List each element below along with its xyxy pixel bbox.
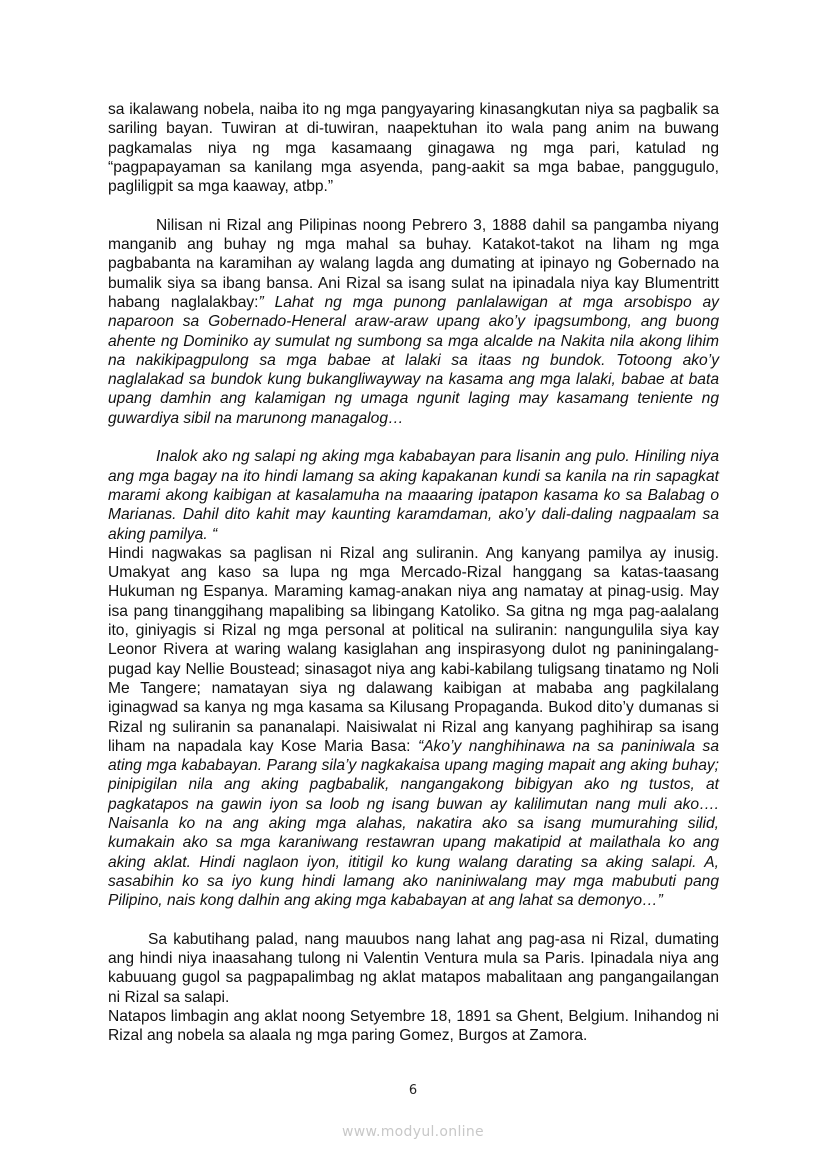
basa-letter-quote: “Ako’y nanghihinawa na sa paniniwala sa ating mga kababayan. Parang sila’y nagkakaisa upang maging mapait ang aking buhay; pinipigilan nila ang aking pagbabalik, nangangakong bibigyan ako ng tustos, at pagkatapos na gawin iyon sa loob ng isang buwan ay kalilimutan nang muli ako…. Naisanla ko na ang aking mga alahas, nakatira ako sa isang mumurahing silid, kumakain ako sa mga karaniwang restawran upang makatipid at mailathala ko ang aking aklat. Hindi naglaon iyon, ititigil ko kung walang darating sa aking salapi. A, sasabihin ko sa iyo kung hindi lamang ako naniniwalang may mga mabubuti pang Pilipino, nais kong dalhin ang aking mga kababayan at ang lahat sa demonyo…” [108, 737, 719, 910]
blumentritt-letter-quote: ” Lahat ng mga punong panlalawigan at mga arsobispo ay naparoon sa Gobernado-Heneral araw-araw upang ako’y ipagsumbong, ang buong ahente ng Dominiko ay sumulat ng sumbong sa mga alcalde na Nakita nila akong lihim na nakikipagpulong sa mga babae at lalaki sa itaas ng bundok. Totoong ako’y naglalakad sa bundok kung bukangliwayway na kasama ang mga lalaki, babae at bata upang damhin ang kalamigan ng umaga ngunit laging may kasamang teniente ng guwardiya sibil na marunong managalog… [108, 293, 719, 427]
paragraph-offered-money-quote: Inalok ako ng salapi ng aking mga kababayan para lisanin ang pulo. Hiniling niya ang mga bagay na ito hindi lamang sa aking kapakanan kundi sa kanila na rin sapagkat marami akong kaibigan at kasalamuha na maaaring ipatapon kasama ko sa Balabag o Marianas. Dahil dito kahit may kaunting karamdaman, ako’y dali-daling nagpaalam sa aking pamilya. “ [108, 448, 719, 543]
paragraph-valentin-ventura: Sa kabutihang palad, nang mauubos nang lahat ang pag-asa ni Rizal, dumating ang hindi niya inaasahang tulong ni Valentin Ventura mula sa Paris. Ipinadala niya ang kabuuang gugol sa pagpapalimbag ng aklat matapos mabalitaan ang pangangailangan ni Rizal sa salapi. [108, 930, 719, 1006]
watermark: www.modyul.online [342, 1124, 484, 1140]
paragraph-novel-changes: sa ikalawang nobela, naiba ito ng mga pangyayaring kinasangkutan niya sa pagbalik sa sariling bayan. Tuwiran at di-tuwiran, naapektuhan ito wala pang anim na buwang pagkamalas niya ng mga kasamaang ginagawa ng mga pari, katulad ng “pagpapayaman sa kanilang mga asyenda, pang-aakit sa mga babae, panggugulo, pagliligpit sa mga kaaway, atbp.” [108, 101, 719, 196]
document-body [108, 100, 719, 1046]
paragraph-spacer [108, 910, 719, 929]
paragraph-problems [108, 544, 719, 911]
paragraph-printing-ghent: Natapos limbagin ang aklat noong Setyembre 18, 1891 sa Ghent, Belgium. Inihandog ni Rizal ang nobela sa alaala ng mga paring Gomez, Burgos at Zamora. [108, 1007, 719, 1045]
page-number: 6 [408, 1083, 418, 1098]
paragraph-spacer [108, 428, 719, 447]
paragraph-rizal-leaves [108, 216, 719, 428]
paragraph-text: Nilisan ni Rizal ang Pilipinas noong Pebrero 3, 1888 dahil sa pangamba niyang manganib ang buhay ng mga mahal sa buhay. Katakot-takot na liham ng mga pagbabanta na karamihan ay walang lagda ang dumating at ipinayo ng Gobernado na bumalik siya sa ibang bansa. Ani Rizal sa isang sulat na ipinadala niya kay Blumentritt habang naglalakbay: [108, 216, 719, 311]
paragraph-text: Hindi nagwakas sa paglisan ni Rizal ang suliranin. Ang kanyang pamilya ay inusig. Umakyat ang kaso sa lupa ng mga Mercado-Rizal hanggang sa katas-taasang Hukuman ng Espanya. Maraming kamag-anakan niya ang namatay at pinag-usig. May isa pang tinanggihang mapalibing sa libingang Katoliko. Sa gitna ng mga pag-aalalang ito, giniyagis si Rizal ng mga personal at political na suliranin: nangungulila siya kay Leonor Rivera at waring walang kasiglahan ang inspirasyong dulot ng paniningalang-pugad kay Nellie Boustead; sinasagot niya ang kabi-kabilang tuligsang tinatamo ng Noli Me Tangere; namatayan siya ng dalawang kaibigan at mababa ang pagkilalang iginagwad sa kanya ng mga kasama sa Kilusang Propaganda. Bukod dito’y dumanas si Rizal ng suliranin sa pananalapi. Naisiwalat ni Rizal ang kanyang paghihirap sa isang liham na napadala kay Kose Maria Basa: [108, 544, 719, 755]
paragraph-spacer [108, 196, 719, 215]
